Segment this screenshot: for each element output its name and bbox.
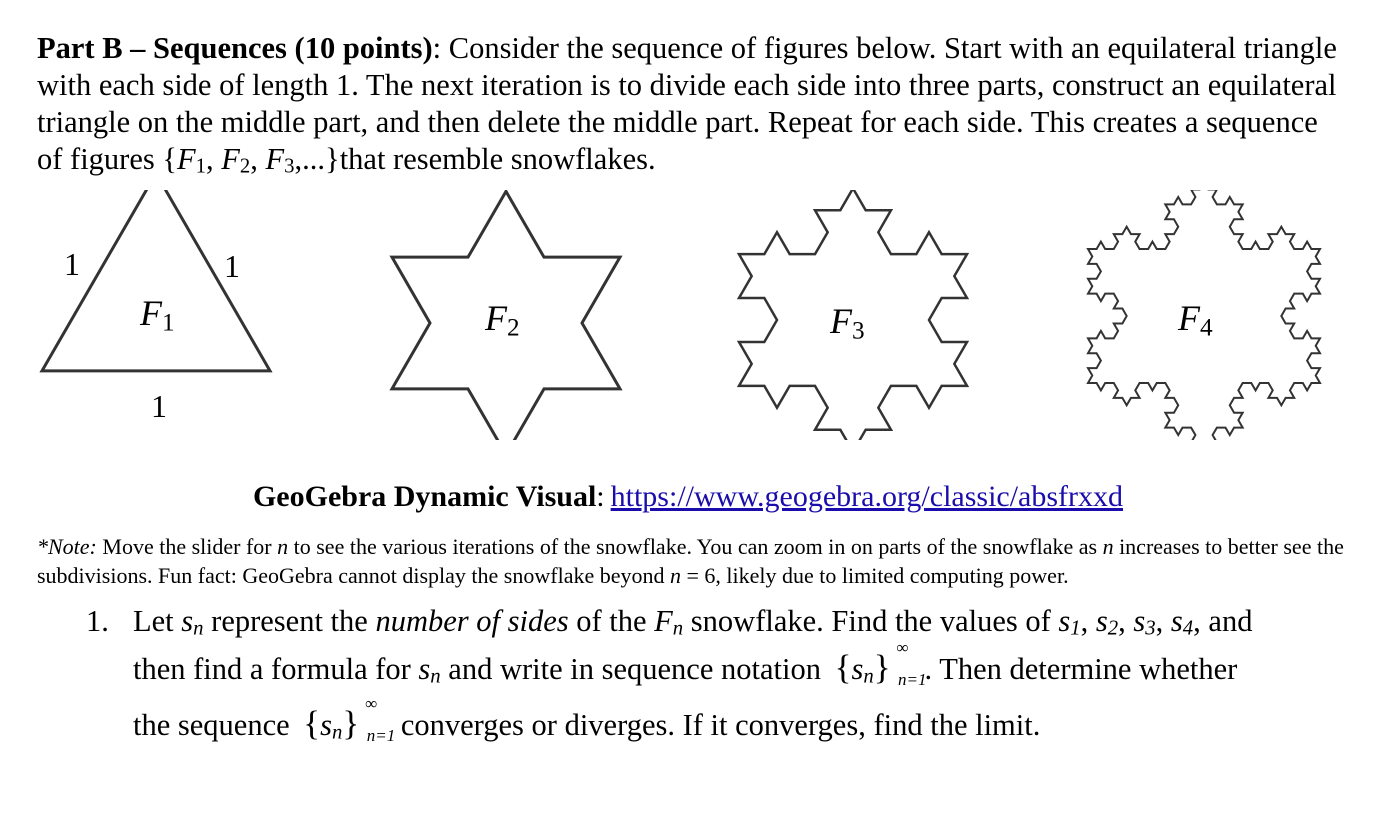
intro-paragraph: [37, 30, 1347, 178]
question-number: 1.: [86, 604, 109, 638]
snowflake-canvas: [0, 190, 1376, 440]
figure-sequence: {$F_1$, $F_2$, $F_3$,...}: [162, 142, 340, 178]
note-paragraph: *Note: Move the slider for n to see the various iterations of the snowflake. You can zoom in on parts of the snowflake as n increases to better see the subdivisions. Fun fact: GeoGebra cannot display the snowflake beyond n = 6, likely due to limited computing power.: [37, 534, 1344, 588]
label-f4: $F_4$: [1178, 298, 1213, 342]
side-label-right: 1: [224, 248, 240, 284]
label-f1: $F_1$: [140, 293, 175, 337]
snowflake-figures: [0, 190, 1376, 440]
question-line-3: the sequence $\{s_n\}$ ∞ n=1 converges or diverges. If it converges, find the limit.: [133, 694, 1041, 745]
question-line-2: then find a formula for $s_n$ and write in sequence notation $\{s_n\}$ ∞ n=1 . Then determine whether: [133, 638, 1238, 689]
question-line-1: Let $s_n$ represent the number of sides of the $F_n$ snowflake. Find the values of $s_1$, $s_2$, $s_3$, $s_4$, and: [133, 604, 1253, 640]
geogebra-label: GeoGebra Dynamic Visual: [252, 480, 597, 513]
intro-tail: that resemble snowflakes.: [339, 142, 656, 176]
label-f2: $F_2$: [485, 298, 520, 342]
geogebra-link[interactable]: https://www.geogebra.org/classic/absfrxxd: [610, 480, 1124, 513]
sequence-notation-1: $\{s_n\}$ ∞ n=1: [834, 638, 927, 689]
side-label-bottom: 1: [151, 388, 167, 424]
sequence-notation-2: $\{s_n\}$ ∞ n=1: [303, 694, 396, 745]
note-prefix: *Note:: [37, 534, 97, 559]
side-label-left: 1: [64, 246, 80, 282]
geogebra-line: GeoGebra Dynamic Visual: https://www.geogebra.org/classic/absfrxxd: [252, 480, 1124, 513]
part-title: Part B – Sequences (10 points): [37, 31, 433, 65]
intro-text: : Consider the sequence of figures below. Start with an equilateral triangle with each side of length 1. The next iteration is to divide each side into three parts, construct an equilateral triangle on the middle part, and then delete the middle part. Repeat for each side. This creates a sequence of figures: [37, 31, 1337, 176]
label-f3: $F_3$: [830, 301, 865, 345]
